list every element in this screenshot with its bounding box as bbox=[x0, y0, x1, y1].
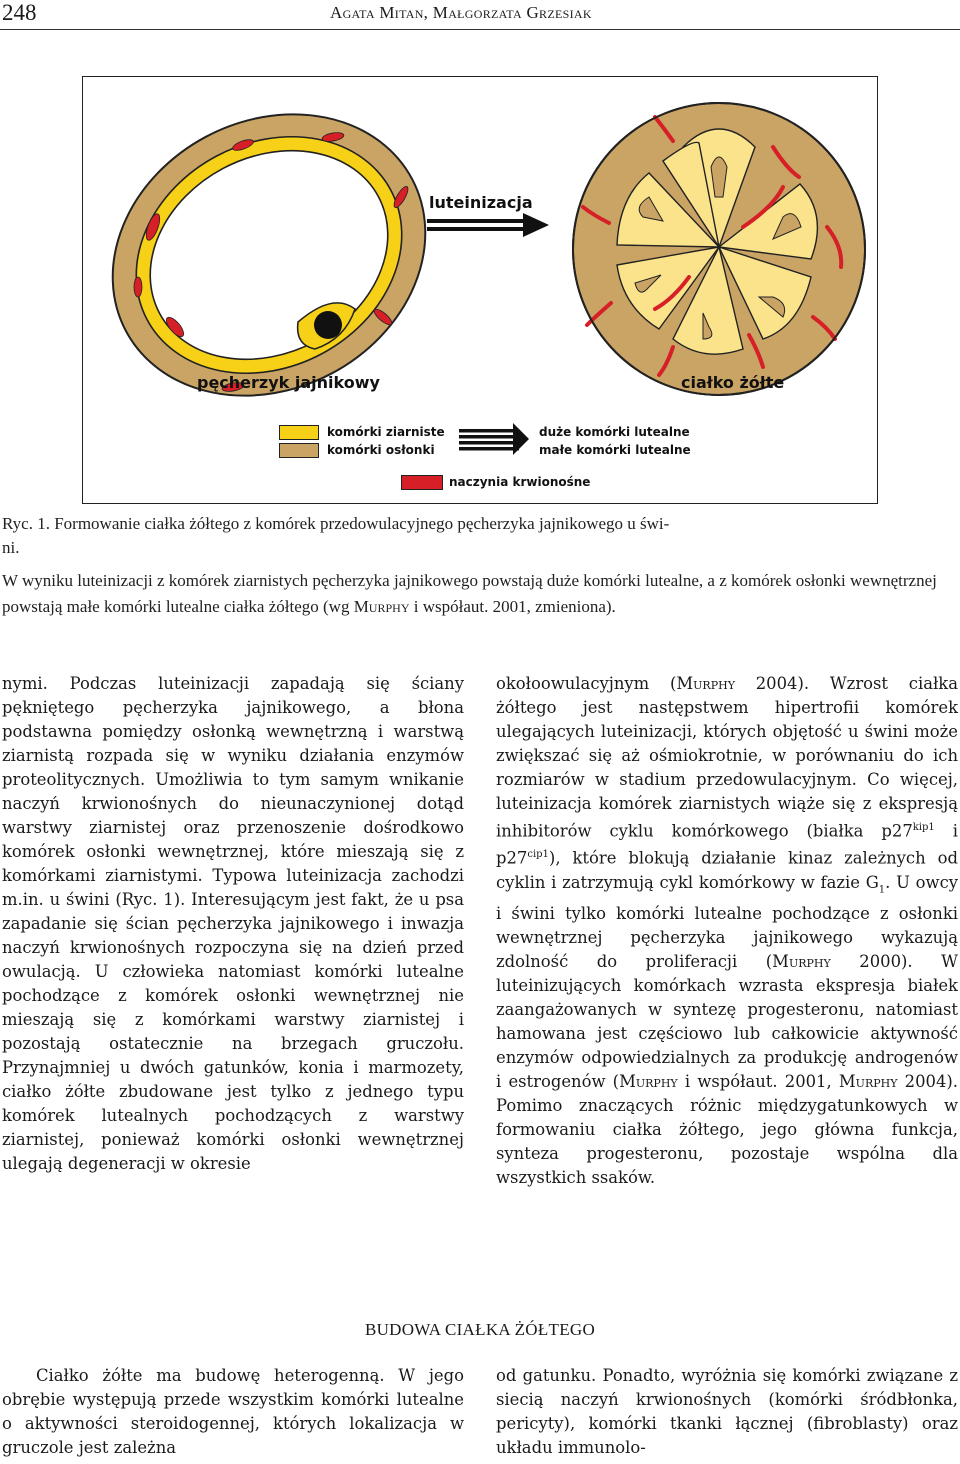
right-text-f: 2000). W luteinizujących komórkach wzrasta ekspresja białek zaangażowanych w syntezę progesteronu, natomiast hamowana jest częściowo lub całkowicie aktywność enzymów odpowiedzialnych za produkcję androgenów i estrogenów ( bbox=[496, 952, 958, 1092]
legend-theca: komórki osłonki bbox=[327, 443, 435, 457]
right-text-g: i współaut. 2001, bbox=[677, 1072, 839, 1092]
header-rule bbox=[0, 29, 960, 30]
legend-vessels: naczynia krwionośne bbox=[449, 475, 591, 489]
figure-illustration bbox=[83, 77, 879, 505]
luteinization-arrow bbox=[427, 213, 549, 237]
author-ref: Murphy bbox=[676, 674, 735, 693]
section-title: BUDOWA CIAŁKA ŻÓŁTEGO bbox=[364, 1320, 596, 1339]
right-column-text bbox=[496, 672, 958, 1190]
caption-para2 bbox=[2, 568, 958, 620]
right-text-d: ), które blokują działanie kinaz zależnych od cyklin i zatrzymują cykl komórkowy w fazie G bbox=[496, 848, 958, 892]
vessel-swatch bbox=[401, 475, 443, 490]
corpus-luteum-drawing bbox=[573, 103, 865, 395]
legend-arrow bbox=[459, 423, 529, 455]
caption-line1: Ryc. 1. Formowanie ciałka żółtego z komórek przedowulacyjnego pęcherzyka jajnikowego u świ- bbox=[2, 514, 670, 533]
caption-text-a: W wyniku luteinizacji z komórek ziarnistych pęcherzyka jajnikowego powstają duże komórki lutealne, a z komórek osłonki wewnętrznej powstają małe komórki lutealne ciałka żółtego (wg bbox=[2, 571, 937, 616]
bottom-right-column bbox=[496, 1364, 958, 1460]
superscript-kip1: kip1 bbox=[912, 822, 935, 833]
author-ref: Murphy bbox=[838, 1072, 898, 1092]
bottom-left-text: Ciałko żółte ma budowę heterogenną. W jego obrębie występują przede wszystkim komórki lutealne o aktywności steroidogennej, których lokalizacja w gruczole jest zależna bbox=[2, 1366, 464, 1457]
right-text-c: i p27 bbox=[496, 821, 959, 868]
corpus-luteum-label: ciałko żółte bbox=[681, 373, 785, 392]
right-text-e: . U owcy i świni tylko komórki lutealne pochodzące z osłonki wewnętrznej pęcherzyka jajnikowego wykazują zdolność do proliferacji ( bbox=[496, 872, 959, 972]
page-header bbox=[0, 0, 960, 30]
left-column-text: nymi. Podczas luteinizacji zapadają się ściany pękniętego pęcherzyka jajnikowego, a błona podstawna pomiędzy osłonką wewnętrzną i warstwą ziarnistą rozpada się w wyniku działania enzymów proteolitycznych. Umożliwia to tym samym wnikanie naczyń krwionośnych do nieunaczynionej dotąd warstwy ziarnistej oraz przenoszenie dośrodkowo komórek osłonki wewnętrznej, które mieszają się z komórkami ziarnistymi. Typowa luteinizacja zachodzi m.in. u świni (Ryc. 1). Interesującym jest fakt, że u psa zapadanie się ścian pęcherzyka jajnikowego i inwazja naczyń krwionośnych rozpoczyna się na dzień przed owulacją. U człowieka natomiast komórki lutealne pochodzące z komórek osłonki wewnętrznej nie mieszają się z komórkami warstwy ziarnistej i pozostają ostatecznie na brzegach gruczołu. Przynajmniej u dwóch gatunków, konia i marmozety, ciałko żółte zbudowane jest tylko z jednego typu komórek lutealnych pochodzących z warstwy ziarnistej, ponieważ komórki osłonki wewnętrznej ulegają degeneracji w okresie bbox=[2, 674, 464, 1173]
right-text-h: 2004). Pomimo znaczących różnic międzygatunkowych w formowaniu ciałka żółtego, jego główna funkcja, synteza progesteronu, pozostaje wspólna dla wszystkich ssaków. bbox=[496, 1072, 959, 1188]
figure-caption bbox=[2, 512, 958, 620]
caption-author: Murphy bbox=[353, 597, 410, 616]
granulosa-swatch bbox=[279, 425, 319, 440]
subscript-g1: 1 bbox=[878, 884, 886, 896]
theca-swatch bbox=[279, 443, 319, 458]
caption-line1b: ni. bbox=[2, 538, 20, 557]
follicle-label: pęcherzyk jajnikowy bbox=[197, 373, 380, 392]
body-left-column bbox=[2, 672, 464, 1176]
right-text-b: 2004). Wzrost ciałka żółtego jest następstwem hipertrofii komórek ulegających luteinizacji, których objętość u świni może zwiększać się aż ośmiokrotnie, w porównaniu do ich rozmiarów w stadium przedowulacyjnym. Co więcej, luteinizacja komórek ziarnistych wiąże się z ekspresją inhibitorów cyklu komórkowego (białka p27 bbox=[496, 674, 958, 841]
legend-large-luteal: duże komórki lutealne bbox=[539, 425, 690, 439]
running-head: Agata Mitan, Małgorzata Grzesiak bbox=[330, 3, 592, 22]
bottom-left-column bbox=[2, 1364, 464, 1460]
right-text-a: okołoowulacyjnym ( bbox=[496, 674, 677, 693]
luteinization-label: luteinizacja bbox=[429, 193, 533, 212]
author-ref: Murphy bbox=[772, 952, 831, 972]
page-number: 248 bbox=[2, 0, 37, 25]
follicle-drawing bbox=[83, 77, 475, 449]
superscript-cip1: cip1 bbox=[527, 849, 549, 861]
figure-1 bbox=[82, 76, 878, 504]
legend-granulosa: komórki ziarniste bbox=[327, 425, 445, 439]
body-right-column bbox=[496, 672, 958, 1190]
bottom-right-text: od gatunku. Ponadto, wyróżnia się komórki związane z siecią naczyń krwionośnych (komórki śródbłonka, pericyty), komórki tkanki łącznej (fibroblasty) oraz układu immunolo- bbox=[496, 1366, 958, 1457]
legend-small-luteal: małe komórki lutealne bbox=[539, 443, 691, 457]
author-ref: Murphy bbox=[619, 1072, 678, 1092]
caption-text-b: i współaut. 2001, zmieniona). bbox=[409, 597, 616, 616]
